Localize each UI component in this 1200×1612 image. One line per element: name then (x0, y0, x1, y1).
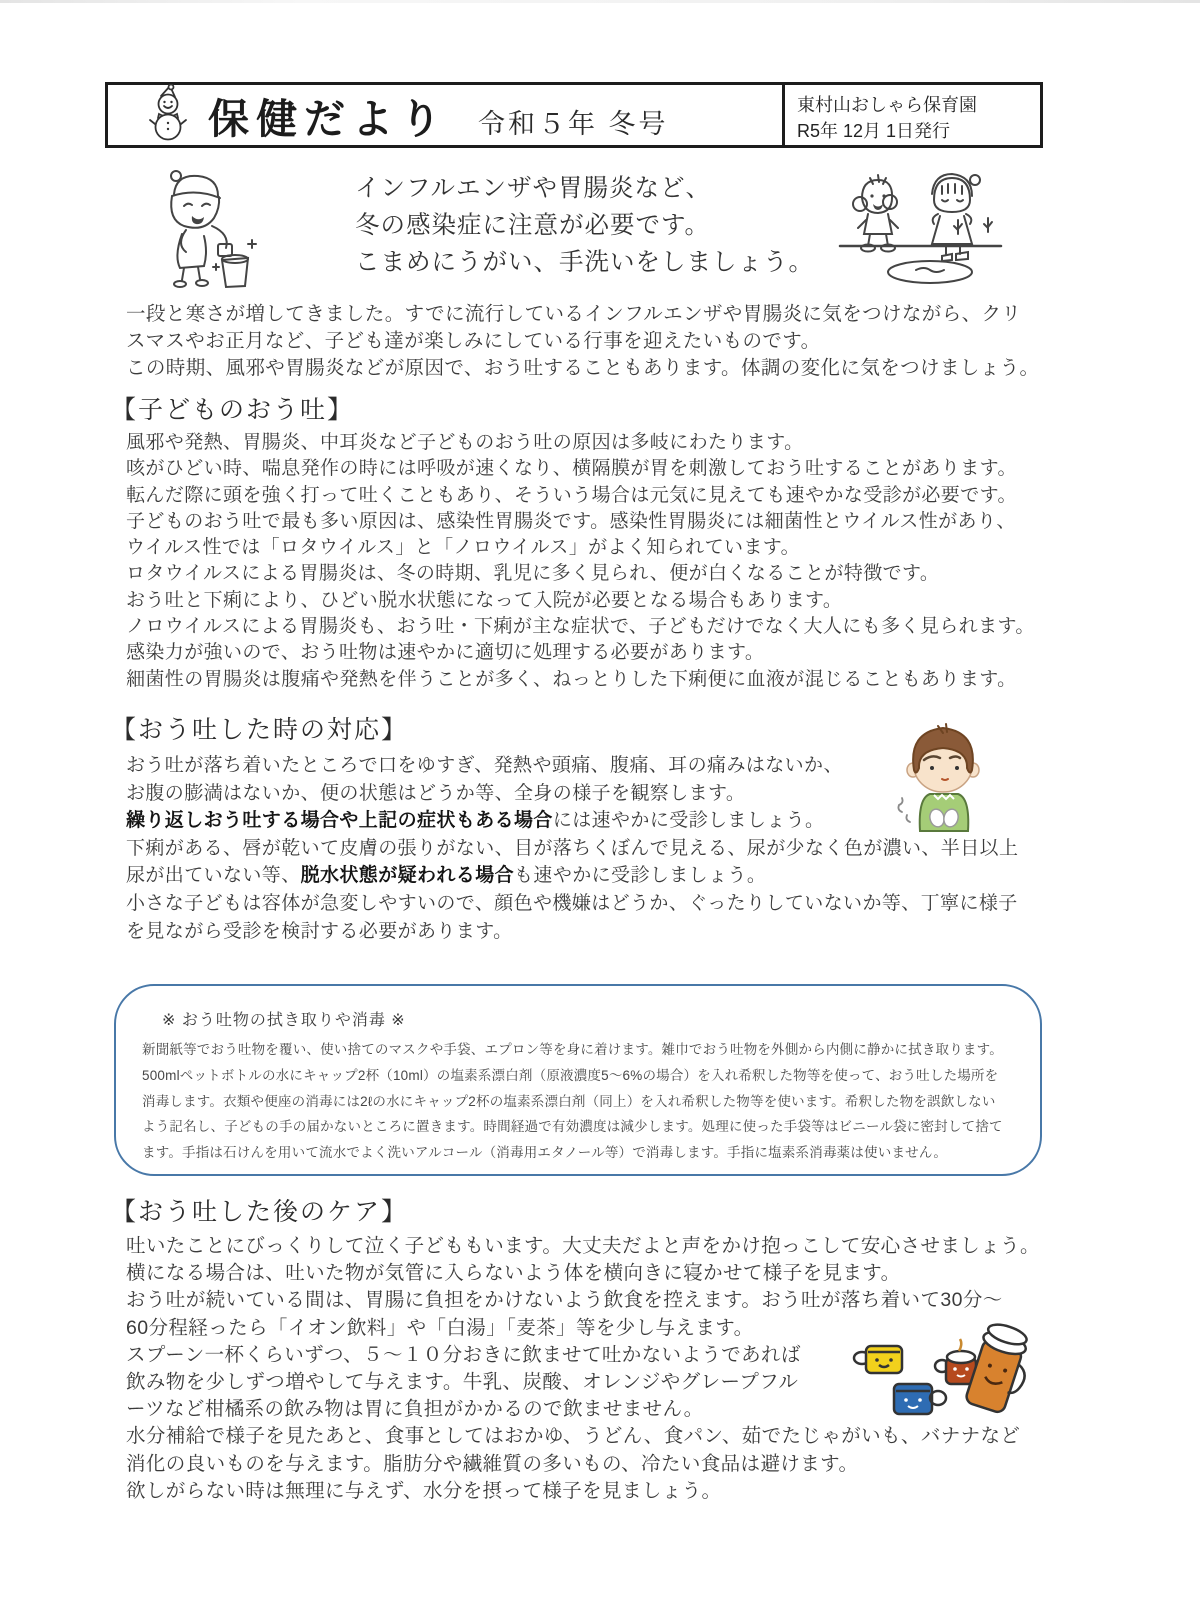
body-text-line: 一段と寒さが増してきました。すでに流行しているインフルエンザや胃腸炎に気をつけながら、クリ (126, 303, 1022, 325)
notice-text-line: 新聞紙等でおう吐物を覆い、使い捨てのマスクや手袋、エプロン等を身に着けます。雑巾でおう吐物を外側から内側に静かに拭き取ります。 (142, 1042, 1003, 1057)
body-text-line: 水分補給で様子を見たあと、食事としてはおかゆ、うどん、食パン、茹でたじゃがいも、バナナなど (126, 1425, 1021, 1448)
body-text-line: 咳がひどい時、喘息発作の時には呼吸が速くなり、横隔膜が胃を刺激しておう吐することがあります。 (126, 458, 1017, 480)
lead-line: 冬の感染症に注意が必要です。 (355, 212, 711, 239)
publish-date: R5年 12月 1日発行 (797, 121, 951, 142)
publisher-name: 東村山おしゃら保育園 (797, 95, 977, 115)
notice-text-line: 500mlペットボトルの水にキャップ2杯（10ml）の塩素系漂白剤（原液濃度5～6%の場合）を入れ希釈した物等を使って、おう吐した場所を (142, 1067, 999, 1083)
body-text-line: ーツなど柑橘系の飲み物は胃に負担がかかるので飲ませません。 (126, 1398, 704, 1421)
body-text-line (126, 862, 1018, 890)
body-text: 尿が出ていない等、 (126, 865, 301, 887)
notice-box-title: ※ おう吐物の拭き取りや消毒 ※ (162, 1012, 406, 1029)
lead-line: こまめにうがい、手洗いをしましょう。 (355, 249, 814, 276)
emphasis-text: 脱水状態が疑われる場合 (300, 865, 515, 887)
body-text-line: 飲み物を少しずつ増やして与えます。牛乳、炭酸、オレンジやグレープフル (126, 1371, 799, 1394)
mugs-and-pitcher-illustration (846, 1306, 1031, 1451)
body-text-line: 感染力が強いので、おう吐物は速やかに適切に処理する必要があります。 (126, 642, 765, 664)
body-text-line: 子どものおう吐で最も多い原因は、感染性胃腸炎です。感染性胃腸炎には細菌性とウイルス性があり、 (126, 510, 1016, 532)
children-winter-ice-illustration (838, 160, 1003, 293)
child-gargle-handwash-illustration (146, 164, 264, 297)
lead-line: インフルエンザや胃腸炎など、 (355, 175, 712, 202)
body-text-line: 消化の良いものを与えます。脂肪分や繊維質の多いもの、冷たい食品は避けます。 (126, 1452, 859, 1475)
section-heading-child-vomiting: 【子どものおう吐】 (111, 396, 355, 424)
notice-box-body (142, 1037, 1040, 1166)
snowman-icon (148, 84, 190, 147)
emphasis-text: 繰り返しおう吐する場合や上記の症状もある場合 (126, 810, 553, 832)
lead-message (355, 170, 814, 281)
body-text-line: 60分程経ったら「イオン飲料」や「白湯」「麦茶」等を少し与えます。 (126, 1316, 754, 1339)
body-text-line: ノロウイルスによる胃腸炎も、おう吐・下痢が主な症状で、子どもだけでなく大人にも多く見られます。 (126, 616, 1035, 638)
body-text-line: おう吐が落ち着いたところで口をゆすぎ、発熱や頭痛、腹痛、耳の痛みはないか、 (126, 755, 843, 776)
body-text-line: 横になる場合は、吐いた物が気管に入らないよう体を横向きに寝かせて様子を見ます。 (126, 1262, 901, 1285)
body-text-line: ロタウイルスによる胃腸炎は、冬の時期、乳児に多く見られ、便が白くなることが特徴です。 (126, 563, 940, 585)
notice-text-line: ます。手指は石けんを用いて流水でよく洗いアルコール（消毒用エタノール等）で消毒します。手指に塩素系消毒薬は使いません。 (142, 1145, 948, 1161)
newsletter-edition: 令和５年 冬号 (478, 108, 669, 139)
body-text: には速やかに受診しましょう。 (552, 810, 825, 832)
body-text-line: お腹の膨満はないか、便の状態はどうか等、全身の様子を観察します。 (126, 782, 746, 804)
body-text-line: 小さな子どもは容体が急変しやすいので、顔色や機嫌はどうか、ぐったりしていないか等、丁寧に様子 (126, 892, 1018, 914)
body-text-line: この時期、風邪や胃腸炎などが原因で、おう吐することもあります。体調の変化に気をつけましょう。 (126, 357, 1040, 379)
newsletter-header (105, 82, 1043, 148)
body-text-line: おう吐が続いている間は、胃腸に負担をかけないよう飲食を控えます。おう吐が落ち着いて30分～ (126, 1289, 1003, 1312)
body-text-line: 下痢がある、唇が乾いて皮膚の張りがない、目が落ちくぼんで見える、尿が少なく色が濃い、半日以上 (126, 837, 1019, 859)
body-text-line: スマスやお正月など、子ども達が楽しみにしている行事を迎えたいものです。 (126, 330, 821, 352)
sad-boy-illustration (880, 718, 1005, 838)
body-text-line: を見ながら受診を検討する必要があります。 (126, 920, 513, 942)
body-text-line: 風邪や発熱、胃腸炎、中耳炎など子どものおう吐の原因は多岐にわたります。 (126, 432, 804, 453)
body-text-line: 細菌性の胃腸炎は腹痛や発熱を伴うことが多く、ねっとりした下痢便に血液が混じることもあります。 (126, 668, 1017, 690)
body-text-line: ウイルス性では「ロタウイルス」と「ノロウイルス」がよく知られています。 (126, 537, 801, 559)
notice-text-line: よう記名し、子どもの手の届かないところに置きます。時間経過で有効濃度は減少します。処理に使った手袋等はビニール袋に密封して捨て (142, 1119, 1003, 1135)
opening-paragraph (126, 301, 1039, 382)
header-title-area (108, 85, 782, 145)
body-text-line: 欲しがらない時は無理に与えず、水分を摂って様子を見ましょう。 (126, 1479, 722, 1502)
body-text: も速やかに受診しましょう。 (514, 865, 767, 887)
scan-artifact (0, 0, 1200, 3)
body-text-line: 吐いたことにびっくりして泣く子どももいます。大丈夫だよと声をかけ抱っこして安心させましょう。 (126, 1235, 1040, 1257)
body-text-line: スプーン一杯くらいずつ、５～１０分おきに飲ませて吐かないようであれば (126, 1343, 801, 1366)
publisher-info (782, 85, 1040, 145)
section-heading-after-care: 【おう吐した後のケア】 (111, 1198, 409, 1226)
newsletter-title: 保健だより (208, 95, 448, 142)
notice-text-line: 消毒します。衣類や便座の消毒には2ℓの水にキャップ2杯の塩素系漂白剤（同上）を入れ希釈した物等を使います。希釈した物を誤飲しない (142, 1093, 996, 1109)
section-heading-response: 【おう吐した時の対応】 (111, 716, 409, 744)
body-text-line: おう吐と下痢により、ひどい脱水状態になって入院が必要となる場合もあります。 (126, 589, 843, 611)
body-text-line: 転んだ際に頭を強く打って吐くこともあり、そういう場合は元気に見えても速やかな受診が必要です。 (126, 484, 1017, 506)
disinfection-notice-box (114, 984, 1042, 1176)
section-child-vomiting (126, 430, 1035, 693)
